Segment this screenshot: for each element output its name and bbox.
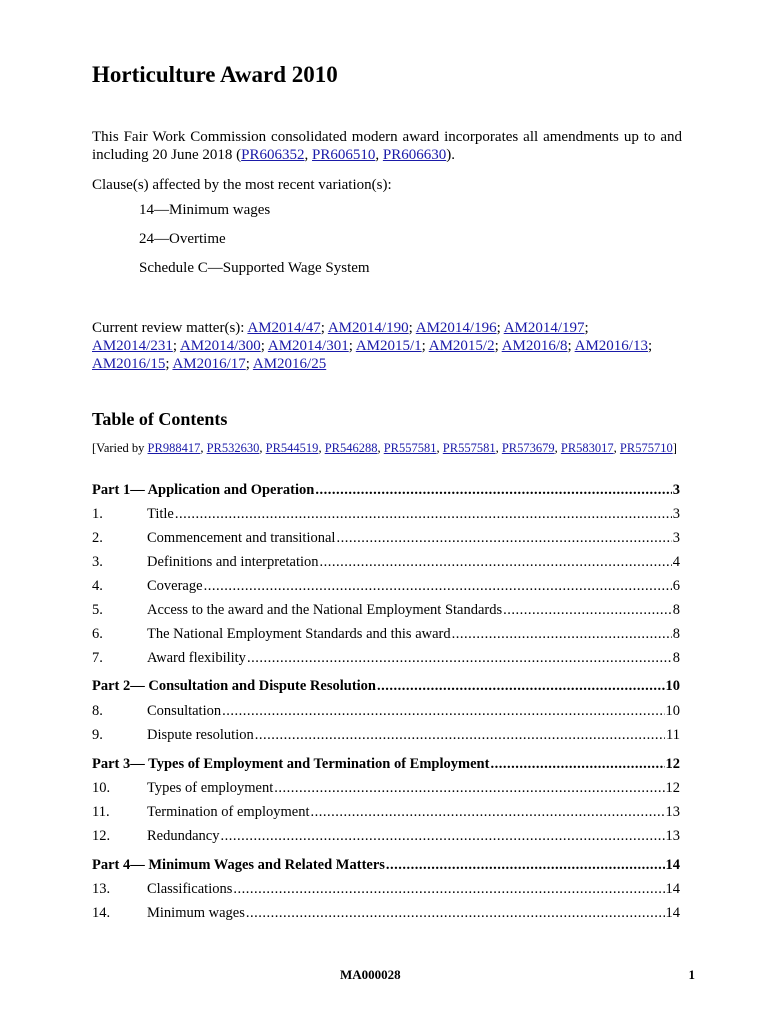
toc-dot-leader xyxy=(274,780,664,797)
toc-entry-page: 14 xyxy=(665,905,680,921)
toc-entry-label: Minimum wages xyxy=(147,905,245,921)
affected-clause: 14—Minimum wages xyxy=(139,202,271,218)
toc-entry-label: Classifications xyxy=(147,881,233,897)
varied-link[interactable]: PR546288 xyxy=(324,441,378,455)
toc-entry-number: 12. xyxy=(92,828,111,844)
toc-clause-entry[interactable] xyxy=(92,703,680,723)
toc-dot-leader xyxy=(503,602,672,619)
toc-entry-page: 13 xyxy=(665,804,680,820)
intro-text-end: ). xyxy=(446,147,455,163)
toc-entry-label: Dispute resolution xyxy=(147,727,254,743)
toc-entry-number: 5. xyxy=(92,602,103,618)
toc-entry-label: Part 2— Consultation and Dispute Resolution xyxy=(92,678,376,694)
review-link[interactable]: AM2014/47 xyxy=(247,320,321,336)
toc-entry-page: 12 xyxy=(665,780,680,796)
review-link[interactable]: AM2014/196 xyxy=(415,320,497,336)
varied-link[interactable]: PR544519 xyxy=(265,441,319,455)
toc-clause-entry[interactable] xyxy=(92,780,680,800)
toc-entry-page: 8 xyxy=(672,650,680,666)
review-link[interactable]: AM2016/8 xyxy=(501,338,568,354)
intro-link[interactable]: PR606352 xyxy=(241,147,305,163)
toc-dot-leader xyxy=(233,881,664,898)
toc-clause-entry[interactable] xyxy=(92,828,680,848)
varied-link[interactable]: PR575710 xyxy=(619,441,673,455)
toc-dot-leader xyxy=(175,506,672,523)
page-title: Horticulture Award 2010 xyxy=(92,62,338,87)
toc-entry-page: 4 xyxy=(672,554,680,570)
toc-entry-number: 7. xyxy=(92,650,103,666)
varied-link[interactable]: PR988417 xyxy=(147,441,201,455)
toc-entry-page: 10 xyxy=(665,703,680,719)
toc-entry-label: Part 3— Types of Employment and Termination of Employment xyxy=(92,756,490,772)
toc-entry-page: 6 xyxy=(672,578,680,594)
toc-entry-label: Access to the award and the National Employment Standards xyxy=(147,602,503,618)
toc-entry-page: 8 xyxy=(672,626,680,642)
toc-entry-page: 14 xyxy=(665,857,680,873)
toc-dot-leader xyxy=(255,727,665,744)
toc-entry-number: 3. xyxy=(92,554,103,570)
toc-part-entry[interactable] xyxy=(92,756,680,776)
toc-dot-leader xyxy=(247,650,672,667)
toc-dot-leader xyxy=(452,626,672,643)
toc-entry-label: Types of employment xyxy=(147,780,274,796)
review-link[interactable]: AM2016/25 xyxy=(252,356,327,372)
affected-clause: Schedule C—Supported Wage System xyxy=(139,260,370,276)
toc-dot-leader xyxy=(386,857,665,874)
toc-entry-label: Part 1— Application and Operation xyxy=(92,482,315,498)
toc-entry-label: Redundancy xyxy=(147,828,220,844)
toc-part-entry[interactable] xyxy=(92,678,680,698)
toc-part-entry[interactable] xyxy=(92,482,680,502)
toc-clause-entry[interactable] xyxy=(92,881,680,901)
toc-entry-number: 1. xyxy=(92,506,103,522)
toc-entry-label: Consultation xyxy=(147,703,222,719)
varied-link[interactable]: PR583017 xyxy=(560,441,614,455)
affected-clause: 24—Overtime xyxy=(139,231,226,247)
toc-entry-page: 3 xyxy=(672,482,680,498)
toc-clause-entry[interactable] xyxy=(92,506,680,526)
toc-entry-page: 10 xyxy=(665,678,680,694)
toc-entry-number: 6. xyxy=(92,626,103,642)
toc-entry-page: 12 xyxy=(665,756,680,772)
toc-entry-page: 14 xyxy=(665,881,680,897)
toc-dot-leader xyxy=(490,756,664,773)
toc-clause-entry[interactable] xyxy=(92,578,680,598)
review-link[interactable]: AM2016/17 xyxy=(172,356,246,372)
toc-clause-entry[interactable] xyxy=(92,530,680,550)
toc-dot-leader xyxy=(204,578,672,595)
toc-entry-label: Definitions and interpretation xyxy=(147,554,319,570)
toc-dot-leader xyxy=(377,678,665,695)
toc-entry-label: Title xyxy=(147,506,174,522)
toc-entry-page: 8 xyxy=(672,602,680,618)
toc-entry-label: Commencement and transitional xyxy=(147,530,336,546)
toc-dot-leader xyxy=(246,905,665,922)
clauses-heading: Clause(s) affected by the most recent variation(s): xyxy=(92,177,392,193)
toc-clause-entry[interactable] xyxy=(92,650,680,670)
varied-by-note: [Varied by PR988417, PR532630, PR544519, PR546288, PR557581, PR557581, PR573679, PR583017, PR575710] xyxy=(92,441,677,455)
toc-entry-label: The National Employment Standards and this award xyxy=(147,626,451,642)
toc-entry-number: 4. xyxy=(92,578,103,594)
varied-link[interactable]: PR532630 xyxy=(206,441,260,455)
toc-entry-label: Termination of employment xyxy=(147,804,310,820)
review-link[interactable]: AM2014/231 xyxy=(92,338,173,354)
toc-entry-number: 13. xyxy=(92,881,111,897)
varied-link[interactable]: PR557581 xyxy=(383,441,437,455)
toc-entry-label: Award flexibility xyxy=(147,650,246,666)
toc-dot-leader xyxy=(320,554,672,571)
page-number: 1 xyxy=(688,967,695,982)
varied-link[interactable]: PR557581 xyxy=(442,441,496,455)
toc-entry-number: 14. xyxy=(92,905,111,921)
toc-entry-number: 8. xyxy=(92,703,103,719)
toc-clause-entry[interactable] xyxy=(92,905,680,925)
review-link[interactable]: AM2014/190 xyxy=(327,320,409,336)
intro-link[interactable]: PR606510 xyxy=(312,147,376,163)
toc-title: Table of Contents xyxy=(92,409,228,429)
toc-clause-entry[interactable] xyxy=(92,554,680,574)
review-link[interactable]: AM2015/2 xyxy=(428,338,495,354)
toc-clause-entry[interactable] xyxy=(92,804,680,824)
review-link[interactable]: AM2016/13 xyxy=(574,338,648,354)
varied-link[interactable]: PR573679 xyxy=(501,441,555,455)
toc-entry-number: 11. xyxy=(92,804,110,820)
toc-dot-leader xyxy=(220,828,664,845)
intro-link[interactable]: PR606630 xyxy=(382,147,447,163)
review-link[interactable]: AM2014/301 xyxy=(267,338,349,354)
toc-clause-entry[interactable] xyxy=(92,727,680,747)
toc-clause-entry[interactable] xyxy=(92,626,680,646)
review-link[interactable]: AM2015/1 xyxy=(355,338,422,354)
toc-entry-label: Part 4— Minimum Wages and Related Matters xyxy=(92,857,385,873)
toc-entry-page: 3 xyxy=(672,530,680,546)
review-link[interactable]: AM2014/197 xyxy=(503,320,585,336)
intro-paragraph: This Fair Work Commission consolidated modern award incorporates all amendments up to and including 20 June 2018 (PR606352, PR606510, PR606630). xyxy=(92,129,682,163)
review-link[interactable]: AM2016/15 xyxy=(92,356,166,372)
toc-dot-leader xyxy=(315,482,671,499)
varied-label: Varied by xyxy=(96,441,145,455)
toc-entry-number: 10. xyxy=(92,780,111,796)
toc-entry-label: Coverage xyxy=(147,578,203,594)
toc-part-entry[interactable] xyxy=(92,857,680,877)
toc-entry-page: 13 xyxy=(665,828,680,844)
toc-dot-leader xyxy=(336,530,671,547)
review-label: Current review matter(s): xyxy=(92,320,245,336)
toc-dot-leader xyxy=(222,703,664,720)
award-code: MA000028 xyxy=(340,967,401,982)
intro-text: This Fair Work Commission consolidated modern award incorporates all amendments up to and including 20 June 2018 ( xyxy=(92,129,682,163)
toc-dot-leader xyxy=(310,804,664,821)
toc-entry-page: 11 xyxy=(666,727,680,743)
toc-entry-page: 3 xyxy=(672,506,680,522)
toc-entry-number: 9. xyxy=(92,727,103,743)
toc-clause-entry[interactable] xyxy=(92,602,680,622)
review-link[interactable]: AM2014/300 xyxy=(179,338,261,354)
review-matters: Current review matter(s): AM2014/47; AM2014/190; AM2014/196; AM2014/197; AM2014/231; AM2014/300; AM2014/301; AM2015/1; AM2015/2; AM2016/8; AM2016/13; AM2016/15; AM2016/17; AM2016/25 xyxy=(92,320,653,372)
toc-entry-number: 2. xyxy=(92,530,103,546)
